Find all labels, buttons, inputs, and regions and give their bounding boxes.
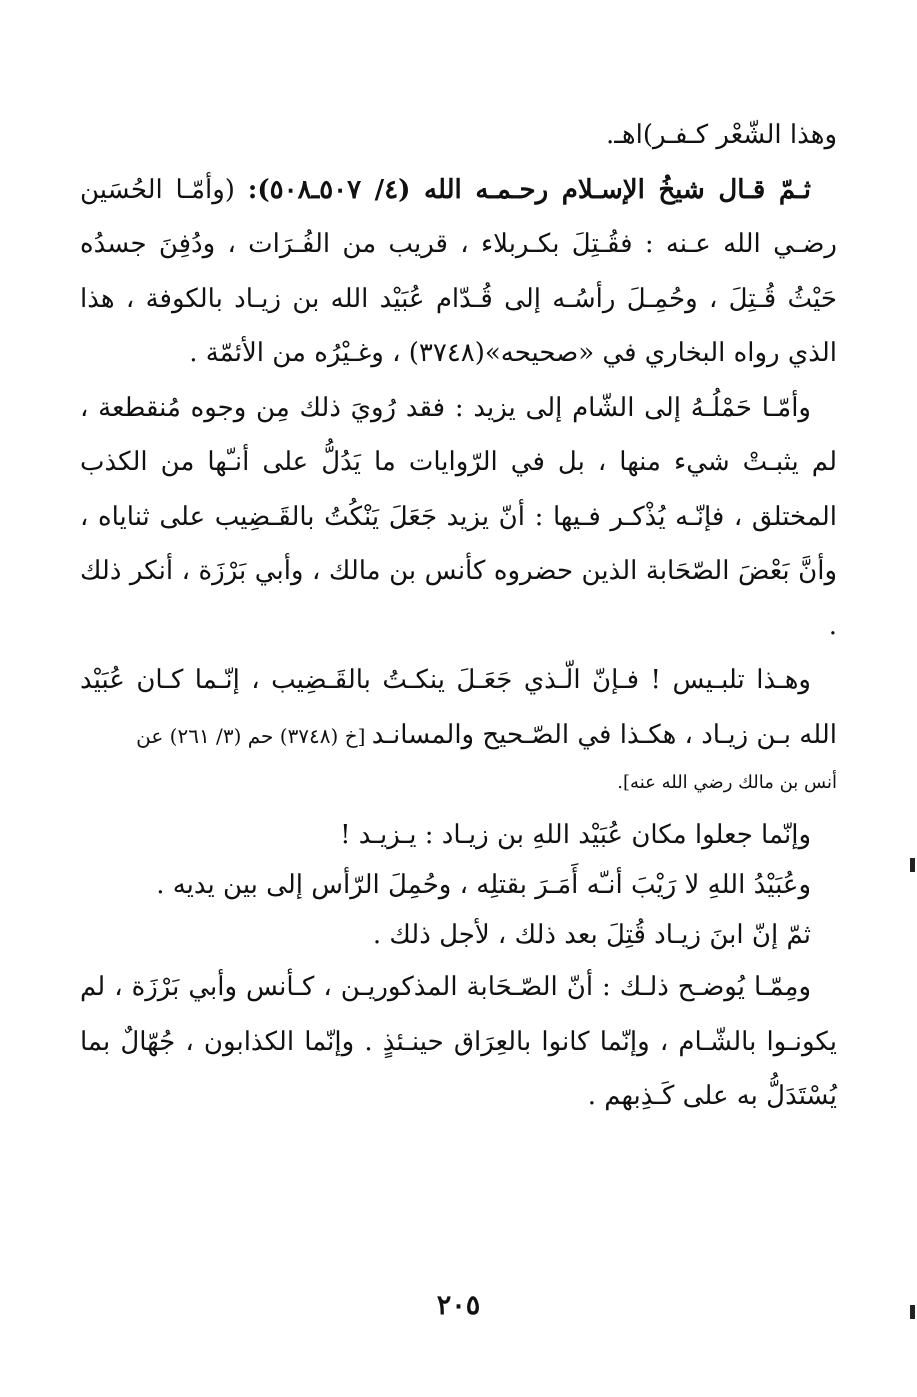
page-number: ٢٠٥ [436, 1290, 481, 1321]
paragraph-3-text: وأمّـا حَمْلُـهُ إلى الشّام إلى يزيد : فقد رُويَ ذلك مِن وجوه مُنقطعة ، لم يثبـتْ شيء منها ، بل في الرّوايات ما يَدُلُّ على أنـّها من الكذب المختلق ، فإنّـه يُذْكـر فـيها : أنّ يزيد جَعَلَ يَنْكُتُ بالقَـضِيب على ثناياه ، وأنَّ بَعْضَ الصّحَابة الذين حضروه كأنس بن مالك ، وأبي بَرْزَة ، أنكر ذلك . [80, 392, 837, 641]
scan-edge-mark [910, 858, 915, 872]
hadith-reference-tail: أنس بن مالك رضي الله عنه]. [617, 772, 837, 793]
paragraph-3 [80, 381, 837, 654]
hadith-reference: [خ (٣٧٤٨) حم (٣/ ٢٦١) عن [136, 723, 372, 748]
paragraph-1-text: وهذا الشّعْر كـفـر)اهـ. [606, 120, 837, 150]
statement-line-1: وإنّما جعلوا مكان عُبَيْد اللهِ بن زيـاد : يـزيـد ! [340, 820, 811, 850]
closing-paragraph-text: ومِمّـا يُوضـح ذلـك : أنّ الصّـحَابة المذكوريـن ، كـأنس وأبي بَرْزَة ، لم يكونـوا بالشّـام ، وإنّما كانوا بالعِرَاق حينـئذٍ . وإنّما الكذابون ، جُهّالٌ بما يُسْتَدَلُّ به على كَـذِبهم . [80, 972, 837, 1111]
paragraph-1 [80, 108, 837, 163]
paragraph-4-text: وهـذا تلبـيس ! فـإنّ الّـذي جَعَـلَ ينكـتُ بالقَـضِيب ، إنّـما كـان عُبَيْد الله بـن زيـاد ، هكـذا في الصّـحيح والمسانـد [80, 665, 837, 750]
paragraph-2-lead: ثـمّ قـال شيخُ الإسـلام رحـمـه الله (٤/ ٥٠٧ـ٥٠٨): [247, 174, 811, 205]
page-body [80, 108, 837, 1124]
paragraph-2 [80, 163, 837, 381]
statement-line-3: ثمّ إنّ ابنَ زيـاد قُتِلَ بعد ذلك ، لأجل ذلك . [372, 920, 811, 950]
statement-line-2: وعُبَيْدُ اللهِ لا رَيْبَ أنـّه أَمَـرَ بقتلِه ، وحُمِلَ الرّأس إلى بين يديه . [156, 870, 811, 900]
closing-paragraph [80, 960, 837, 1124]
paragraph-4 [80, 653, 837, 762]
paragraph-2-text: (وأمّـا الحُسَين رضـي الله عـنه : فقُـتِلَ بكـربلاء ، قريب من الفُـرَات ، ودُفِنَ جسدُه حَيْثُ قُـتِلَ ، وحُمِـلَ رأسُـه إلى قُـدّام عُبَيْد الله بن زيـاد بالكوفة ، هذا الذي رواه البخاري في «صحيحه»(٣٧٤٨) ، وغـيْرُه من الأئمّة . [80, 174, 837, 368]
